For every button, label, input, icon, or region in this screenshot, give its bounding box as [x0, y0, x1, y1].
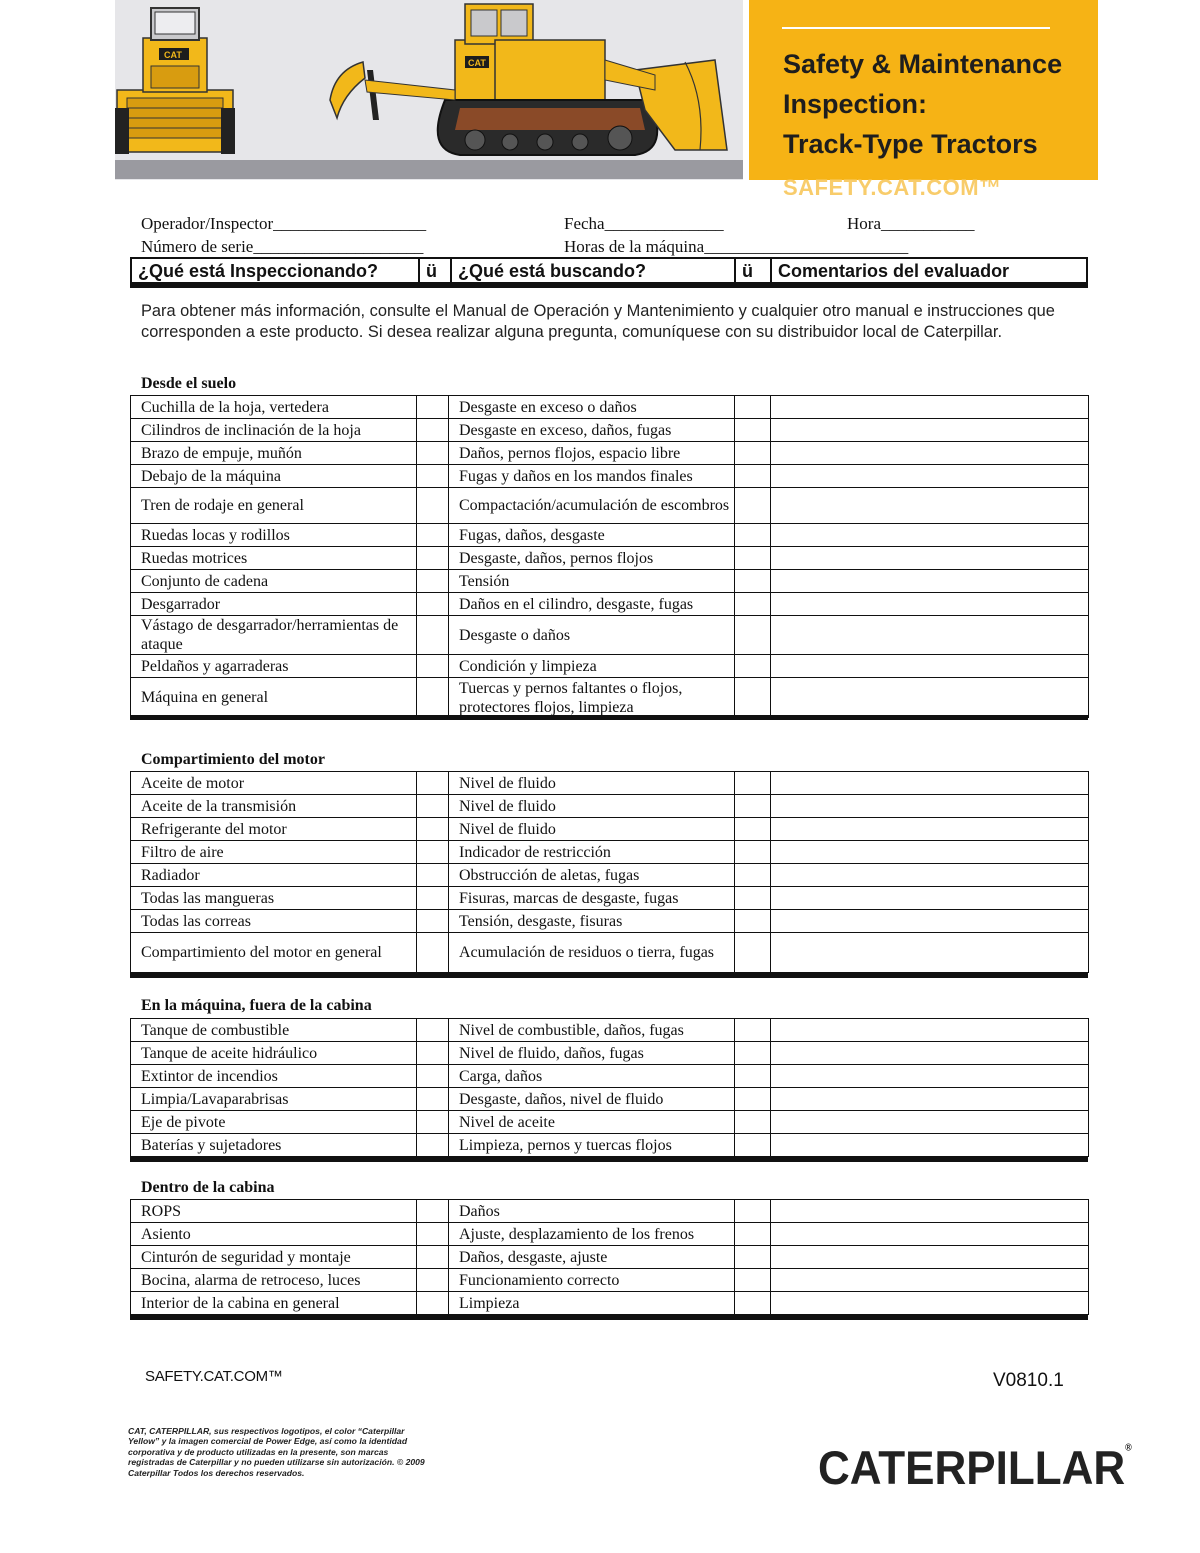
- inspection-item: Interior de la cabina en general: [131, 1292, 417, 1315]
- criteria-checkbox[interactable]: [735, 593, 771, 616]
- inspection-item: Tanque de combustible: [131, 1019, 417, 1042]
- inspected-checkbox[interactable]: [417, 818, 449, 841]
- table-row: [131, 1269, 1089, 1292]
- illustration-base-bar: [115, 160, 743, 179]
- table-row: [131, 1246, 1089, 1269]
- inspected-checkbox[interactable]: [417, 1019, 449, 1042]
- inspection-criteria: Daños: [449, 1200, 735, 1223]
- table-row: [131, 678, 1089, 718]
- criteria-checkbox[interactable]: [735, 1019, 771, 1042]
- comments-cell[interactable]: [771, 864, 1089, 887]
- comments-cell[interactable]: [771, 616, 1089, 655]
- table-row: [131, 772, 1089, 795]
- comments-cell[interactable]: [771, 1134, 1089, 1157]
- criteria-checkbox[interactable]: [735, 1223, 771, 1246]
- header: [0, 0, 1200, 205]
- criteria-checkbox[interactable]: [735, 1042, 771, 1065]
- column-header-bar: [130, 257, 1088, 283]
- inspected-checkbox[interactable]: [417, 1042, 449, 1065]
- criteria-checkbox[interactable]: [735, 818, 771, 841]
- criteria-checkbox[interactable]: [735, 396, 771, 419]
- inspection-item: Ruedas motrices: [131, 547, 417, 570]
- criteria-checkbox[interactable]: [735, 1065, 771, 1088]
- criteria-checkbox[interactable]: [735, 678, 771, 718]
- title-line: Inspection:: [783, 89, 928, 119]
- inspection-item: Brazo de empuje, muñón: [131, 442, 417, 465]
- inspection-item: Aceite de la transmisión: [131, 795, 417, 818]
- inspection-criteria: Nivel de fluido: [449, 818, 735, 841]
- table-row: [131, 1042, 1089, 1065]
- legal-notice: CAT, CATERPILLAR, sus respectivos logotipos, el color “Caterpillar Yellow” y la imagen comercial de Power Edge, así como la identidad corporativa y de producto utilizadas en la presente, son marcas registradas de Caterpillar y no pueden utilizarse sin autorización. © 2009 Caterpillar Todos los derechos reservados.: [128, 1426, 425, 1478]
- inspection-criteria: Desgaste, daños, pernos flojos: [449, 547, 735, 570]
- criteria-checkbox[interactable]: [735, 1292, 771, 1315]
- machine-hours-field[interactable]: Horas de la máquina________________________: [564, 237, 909, 256]
- comments-cell[interactable]: [771, 1065, 1089, 1088]
- comments-cell[interactable]: [771, 678, 1089, 718]
- tractor-illustration: [115, 0, 743, 180]
- comments-cell[interactable]: [771, 1042, 1089, 1065]
- inspected-checkbox[interactable]: [417, 547, 449, 570]
- comments-cell[interactable]: [771, 1200, 1089, 1223]
- inspection-criteria: Fugas y daños en los mandos finales: [449, 465, 735, 488]
- inspection-criteria: Ajuste, desplazamiento de los frenos: [449, 1223, 735, 1246]
- inspection-item: Tren de rodaje en general: [131, 488, 417, 524]
- inspected-checkbox[interactable]: [417, 1269, 449, 1292]
- comments-cell[interactable]: [771, 1292, 1089, 1315]
- section-title: Dentro de la cabina: [141, 1179, 275, 1196]
- inspection-item: Máquina en general: [131, 678, 417, 718]
- inspection-item: ROPS: [131, 1200, 417, 1223]
- table-row: [131, 655, 1089, 678]
- inspected-checkbox[interactable]: [417, 488, 449, 524]
- inspection-criteria: Fisuras, marcas de desgaste, fugas: [449, 887, 735, 910]
- inspection-criteria: Desgaste o daños: [449, 616, 735, 655]
- inspected-checkbox[interactable]: [417, 570, 449, 593]
- inspected-checkbox[interactable]: [417, 616, 449, 655]
- criteria-checkbox[interactable]: [735, 419, 771, 442]
- caterpillar-logo: [818, 1442, 1132, 1496]
- table-row: [131, 933, 1089, 973]
- comments-cell[interactable]: [771, 419, 1089, 442]
- table-row: [131, 616, 1089, 655]
- inspection-item: Eje de pivote: [131, 1111, 417, 1134]
- inspection-criteria: Acumulación de residuos o tierra, fugas: [449, 933, 735, 973]
- inspected-checkbox[interactable]: [417, 1111, 449, 1134]
- criteria-checkbox[interactable]: [735, 933, 771, 973]
- comments-cell[interactable]: [771, 442, 1089, 465]
- comments-cell[interactable]: [771, 655, 1089, 678]
- comments-cell[interactable]: [771, 841, 1089, 864]
- inspected-checkbox[interactable]: [417, 419, 449, 442]
- inspected-checkbox[interactable]: [417, 910, 449, 933]
- inspection-criteria: Nivel de aceite: [449, 1111, 735, 1134]
- table-row: [131, 465, 1089, 488]
- table-row: [131, 1088, 1089, 1111]
- svg-text:CAT: CAT: [468, 58, 486, 68]
- inspected-checkbox[interactable]: [417, 465, 449, 488]
- criteria-checkbox[interactable]: [735, 655, 771, 678]
- criteria-checkbox[interactable]: [735, 1088, 771, 1111]
- table-row: [131, 910, 1089, 933]
- table-row: [131, 864, 1089, 887]
- comments-cell[interactable]: [771, 488, 1089, 524]
- table-row: [131, 547, 1089, 570]
- inspection-item: Filtro de aire: [131, 841, 417, 864]
- inspection-item: Aceite de motor: [131, 772, 417, 795]
- comments-cell[interactable]: [771, 772, 1089, 795]
- inspected-checkbox[interactable]: [417, 933, 449, 973]
- inspection-table-engine: [130, 771, 1089, 973]
- table-row: [131, 396, 1089, 419]
- table-row: [131, 818, 1089, 841]
- inspection-criteria: Funcionamiento correcto: [449, 1269, 735, 1292]
- table-bottom-rule: [130, 1157, 1088, 1162]
- title-line: Safety & Maintenance: [783, 49, 1063, 79]
- comments-cell[interactable]: [771, 570, 1089, 593]
- criteria-checkbox[interactable]: [735, 570, 771, 593]
- comments-cell[interactable]: [771, 933, 1089, 973]
- comments-cell[interactable]: [771, 547, 1089, 570]
- table-row: [131, 593, 1089, 616]
- column-header-comments: Comentarios del evaluador: [770, 259, 1088, 283]
- table-row: [131, 1200, 1089, 1223]
- criteria-checkbox[interactable]: [735, 465, 771, 488]
- inspection-item: Cuchilla de la hoja, vertedera: [131, 396, 417, 419]
- inspection-item: Compartimiento del motor en general: [131, 933, 417, 973]
- table-bottom-rule: [130, 973, 1088, 978]
- inspection-item: Debajo de la máquina: [131, 465, 417, 488]
- inspection-item: Limpia/Lavaparabrisas: [131, 1088, 417, 1111]
- inspection-criteria: Tensión: [449, 570, 735, 593]
- inspected-checkbox[interactable]: [417, 524, 449, 547]
- table-bottom-rule: [130, 1315, 1088, 1320]
- column-header-check: ü: [734, 259, 770, 283]
- inspection-criteria: Desgaste en exceso, daños, fugas: [449, 419, 735, 442]
- comments-cell[interactable]: [771, 910, 1089, 933]
- inspected-checkbox[interactable]: [417, 396, 449, 419]
- column-header-inspecting: ¿Qué está Inspeccionando?: [138, 261, 379, 281]
- section-title: Desde el suelo: [141, 375, 237, 392]
- table-row: [131, 442, 1089, 465]
- inspected-checkbox[interactable]: [417, 1088, 449, 1111]
- svg-text:CAT: CAT: [164, 50, 182, 60]
- inspected-checkbox[interactable]: [417, 772, 449, 795]
- criteria-checkbox[interactable]: [735, 1111, 771, 1134]
- comments-cell[interactable]: [771, 795, 1089, 818]
- inspection-criteria: Desgaste, daños, nivel de fluido: [449, 1088, 735, 1111]
- inspection-item: Baterías y sujetadores: [131, 1134, 417, 1157]
- instructions-paragraph: Para obtener más información, consulte el Manual de Operación y Mantenimiento y cualquier otro manual e instrucciones que corresponden a este producto. Si desea realizar alguna pregunta, comuníquese con su distribuidor local de Caterpillar.: [141, 302, 1055, 341]
- criteria-checkbox[interactable]: [735, 1246, 771, 1269]
- criteria-checkbox[interactable]: [735, 1269, 771, 1292]
- inspection-criteria: Obstrucción de aletas, fugas: [449, 864, 735, 887]
- inspection-criteria: Fugas, daños, desgaste: [449, 524, 735, 547]
- table-row: [131, 1065, 1089, 1088]
- inspection-criteria: Daños, pernos flojos, espacio libre: [449, 442, 735, 465]
- criteria-checkbox[interactable]: [735, 864, 771, 887]
- inspected-checkbox[interactable]: [417, 678, 449, 718]
- inspection-criteria: Desgaste en exceso o daños: [449, 396, 735, 419]
- criteria-checkbox[interactable]: [735, 841, 771, 864]
- criteria-checkbox[interactable]: [735, 547, 771, 570]
- inspection-item: Todas las correas: [131, 910, 417, 933]
- inspected-checkbox[interactable]: [417, 655, 449, 678]
- table-row: [131, 795, 1089, 818]
- track-type-tractor-image: [115, 0, 743, 180]
- inspection-table-inside-cab: [130, 1199, 1089, 1315]
- inspected-checkbox[interactable]: [417, 1292, 449, 1315]
- inspection-criteria: Limpieza, pernos y tuercas flojos: [449, 1134, 735, 1157]
- comments-cell[interactable]: [771, 396, 1089, 419]
- comments-cell[interactable]: [771, 1223, 1089, 1246]
- criteria-checkbox[interactable]: [735, 772, 771, 795]
- inspected-checkbox[interactable]: [417, 795, 449, 818]
- serial-number-field[interactable]: Número de serie____________________: [141, 237, 424, 256]
- inspection-item: Desgarrador: [131, 593, 417, 616]
- inspection-item: Extintor de incendios: [131, 1065, 417, 1088]
- inspection-item: Todas las mangueras: [131, 887, 417, 910]
- comments-cell[interactable]: [771, 593, 1089, 616]
- inspection-criteria: Limpieza: [449, 1292, 735, 1315]
- comments-cell[interactable]: [771, 465, 1089, 488]
- inspected-checkbox[interactable]: [417, 864, 449, 887]
- table-row: [131, 887, 1089, 910]
- inspection-item: Radiador: [131, 864, 417, 887]
- inspection-item: Conjunto de cadena: [131, 570, 417, 593]
- criteria-checkbox[interactable]: [735, 616, 771, 655]
- criteria-checkbox[interactable]: [735, 1200, 771, 1223]
- comments-cell[interactable]: [771, 818, 1089, 841]
- inspection-criteria: Nivel de fluido, daños, fugas: [449, 1042, 735, 1065]
- column-header-rule: [130, 282, 1088, 288]
- inspected-checkbox[interactable]: [417, 841, 449, 864]
- inspection-item: Peldaños y agarraderas: [131, 655, 417, 678]
- inspection-criteria: Daños en el cilindro, desgaste, fugas: [449, 593, 735, 616]
- document-title: [783, 44, 1093, 164]
- comments-cell[interactable]: [771, 1088, 1089, 1111]
- inspection-item: Ruedas locas y rodillos: [131, 524, 417, 547]
- inspection-item: Cilindros de inclinación de la hoja: [131, 419, 417, 442]
- version-code: V0810.1: [993, 1370, 1064, 1391]
- criteria-checkbox[interactable]: [735, 887, 771, 910]
- table-row: [131, 1019, 1089, 1042]
- inspection-item: Bocina, alarma de retroceso, luces: [131, 1269, 417, 1292]
- inspected-checkbox[interactable]: [417, 593, 449, 616]
- inspection-criteria: Condición y limpieza: [449, 655, 735, 678]
- table-row: [131, 570, 1089, 593]
- inspected-checkbox[interactable]: [417, 1223, 449, 1246]
- inspection-criteria: Nivel de fluido: [449, 795, 735, 818]
- inspection-item: Vástago de desgarrador/herramientas de ataque: [131, 616, 417, 655]
- table-row: [131, 1134, 1089, 1157]
- comments-cell[interactable]: [771, 887, 1089, 910]
- inspection-criteria: Indicador de restricción: [449, 841, 735, 864]
- table-row: [131, 524, 1089, 547]
- inspection-item: Refrigerante del motor: [131, 818, 417, 841]
- inspected-checkbox[interactable]: [417, 1134, 449, 1157]
- column-header-looking: ¿Qué está buscando?: [450, 259, 736, 283]
- inspected-checkbox[interactable]: [417, 442, 449, 465]
- inspection-table-outside-cab: [130, 1018, 1089, 1157]
- logo-wordmark: CATERPILLAR: [818, 1442, 1126, 1495]
- inspection-item: Cinturón de seguridad y montaje: [131, 1246, 417, 1269]
- inspection-item: Asiento: [131, 1223, 417, 1246]
- table-row: [131, 1111, 1089, 1134]
- inspection-criteria: Carga, daños: [449, 1065, 735, 1088]
- criteria-checkbox[interactable]: [735, 488, 771, 524]
- comments-cell[interactable]: [771, 1269, 1089, 1292]
- section-title: Compartimiento del motor: [141, 751, 325, 768]
- time-field[interactable]: Hora___________: [847, 214, 975, 233]
- criteria-checkbox[interactable]: [735, 1134, 771, 1157]
- criteria-checkbox[interactable]: [735, 910, 771, 933]
- comments-cell[interactable]: [771, 524, 1089, 547]
- criteria-checkbox[interactable]: [735, 795, 771, 818]
- inspected-checkbox[interactable]: [417, 887, 449, 910]
- inspection-table-ground: [130, 395, 1089, 718]
- table-row: [131, 488, 1089, 524]
- inspection-criteria: Nivel de combustible, daños, fugas: [449, 1019, 735, 1042]
- table-row: [131, 419, 1089, 442]
- header-url[interactable]: SAFETY.CAT.COM™: [783, 175, 1002, 200]
- inspection-criteria: Daños, desgaste, ajuste: [449, 1246, 735, 1269]
- inspected-checkbox[interactable]: [417, 1246, 449, 1269]
- comments-cell[interactable]: [771, 1111, 1089, 1134]
- operator-field[interactable]: Operador/Inspector__________________: [141, 214, 427, 233]
- inspected-checkbox[interactable]: [417, 1065, 449, 1088]
- inspected-checkbox[interactable]: [417, 1200, 449, 1223]
- tractor-front-view: [115, 8, 235, 154]
- table-bottom-rule: [130, 715, 1088, 720]
- section-title: En la máquina, fuera de la cabina: [141, 997, 372, 1014]
- tractor-side-view: [330, 4, 727, 155]
- comments-cell[interactable]: [771, 1019, 1089, 1042]
- date-field[interactable]: Fecha______________: [564, 214, 724, 233]
- inspection-criteria: Tensión, desgaste, fisuras: [449, 910, 735, 933]
- comments-cell[interactable]: [771, 1246, 1089, 1269]
- title-rule: [782, 27, 1050, 29]
- inspection-criteria: Compactación/acumulación de escombros: [449, 488, 735, 524]
- inspection-criteria: Tuercas y pernos faltantes o flojos, protectores flojos, limpieza: [449, 678, 735, 718]
- inspection-criteria: Nivel de fluido: [449, 772, 735, 795]
- title-line: Track-Type Tractors: [783, 129, 1038, 159]
- footer-url[interactable]: SAFETY.CAT.COM™: [145, 1368, 283, 1385]
- table-row: [131, 1292, 1089, 1315]
- criteria-checkbox[interactable]: [735, 524, 771, 547]
- registered-mark: ®: [1125, 1442, 1132, 1453]
- table-row: [131, 1223, 1089, 1246]
- table-row: [131, 841, 1089, 864]
- inspection-item: Tanque de aceite hidráulico: [131, 1042, 417, 1065]
- column-header-check: ü: [418, 259, 450, 283]
- criteria-checkbox[interactable]: [735, 442, 771, 465]
